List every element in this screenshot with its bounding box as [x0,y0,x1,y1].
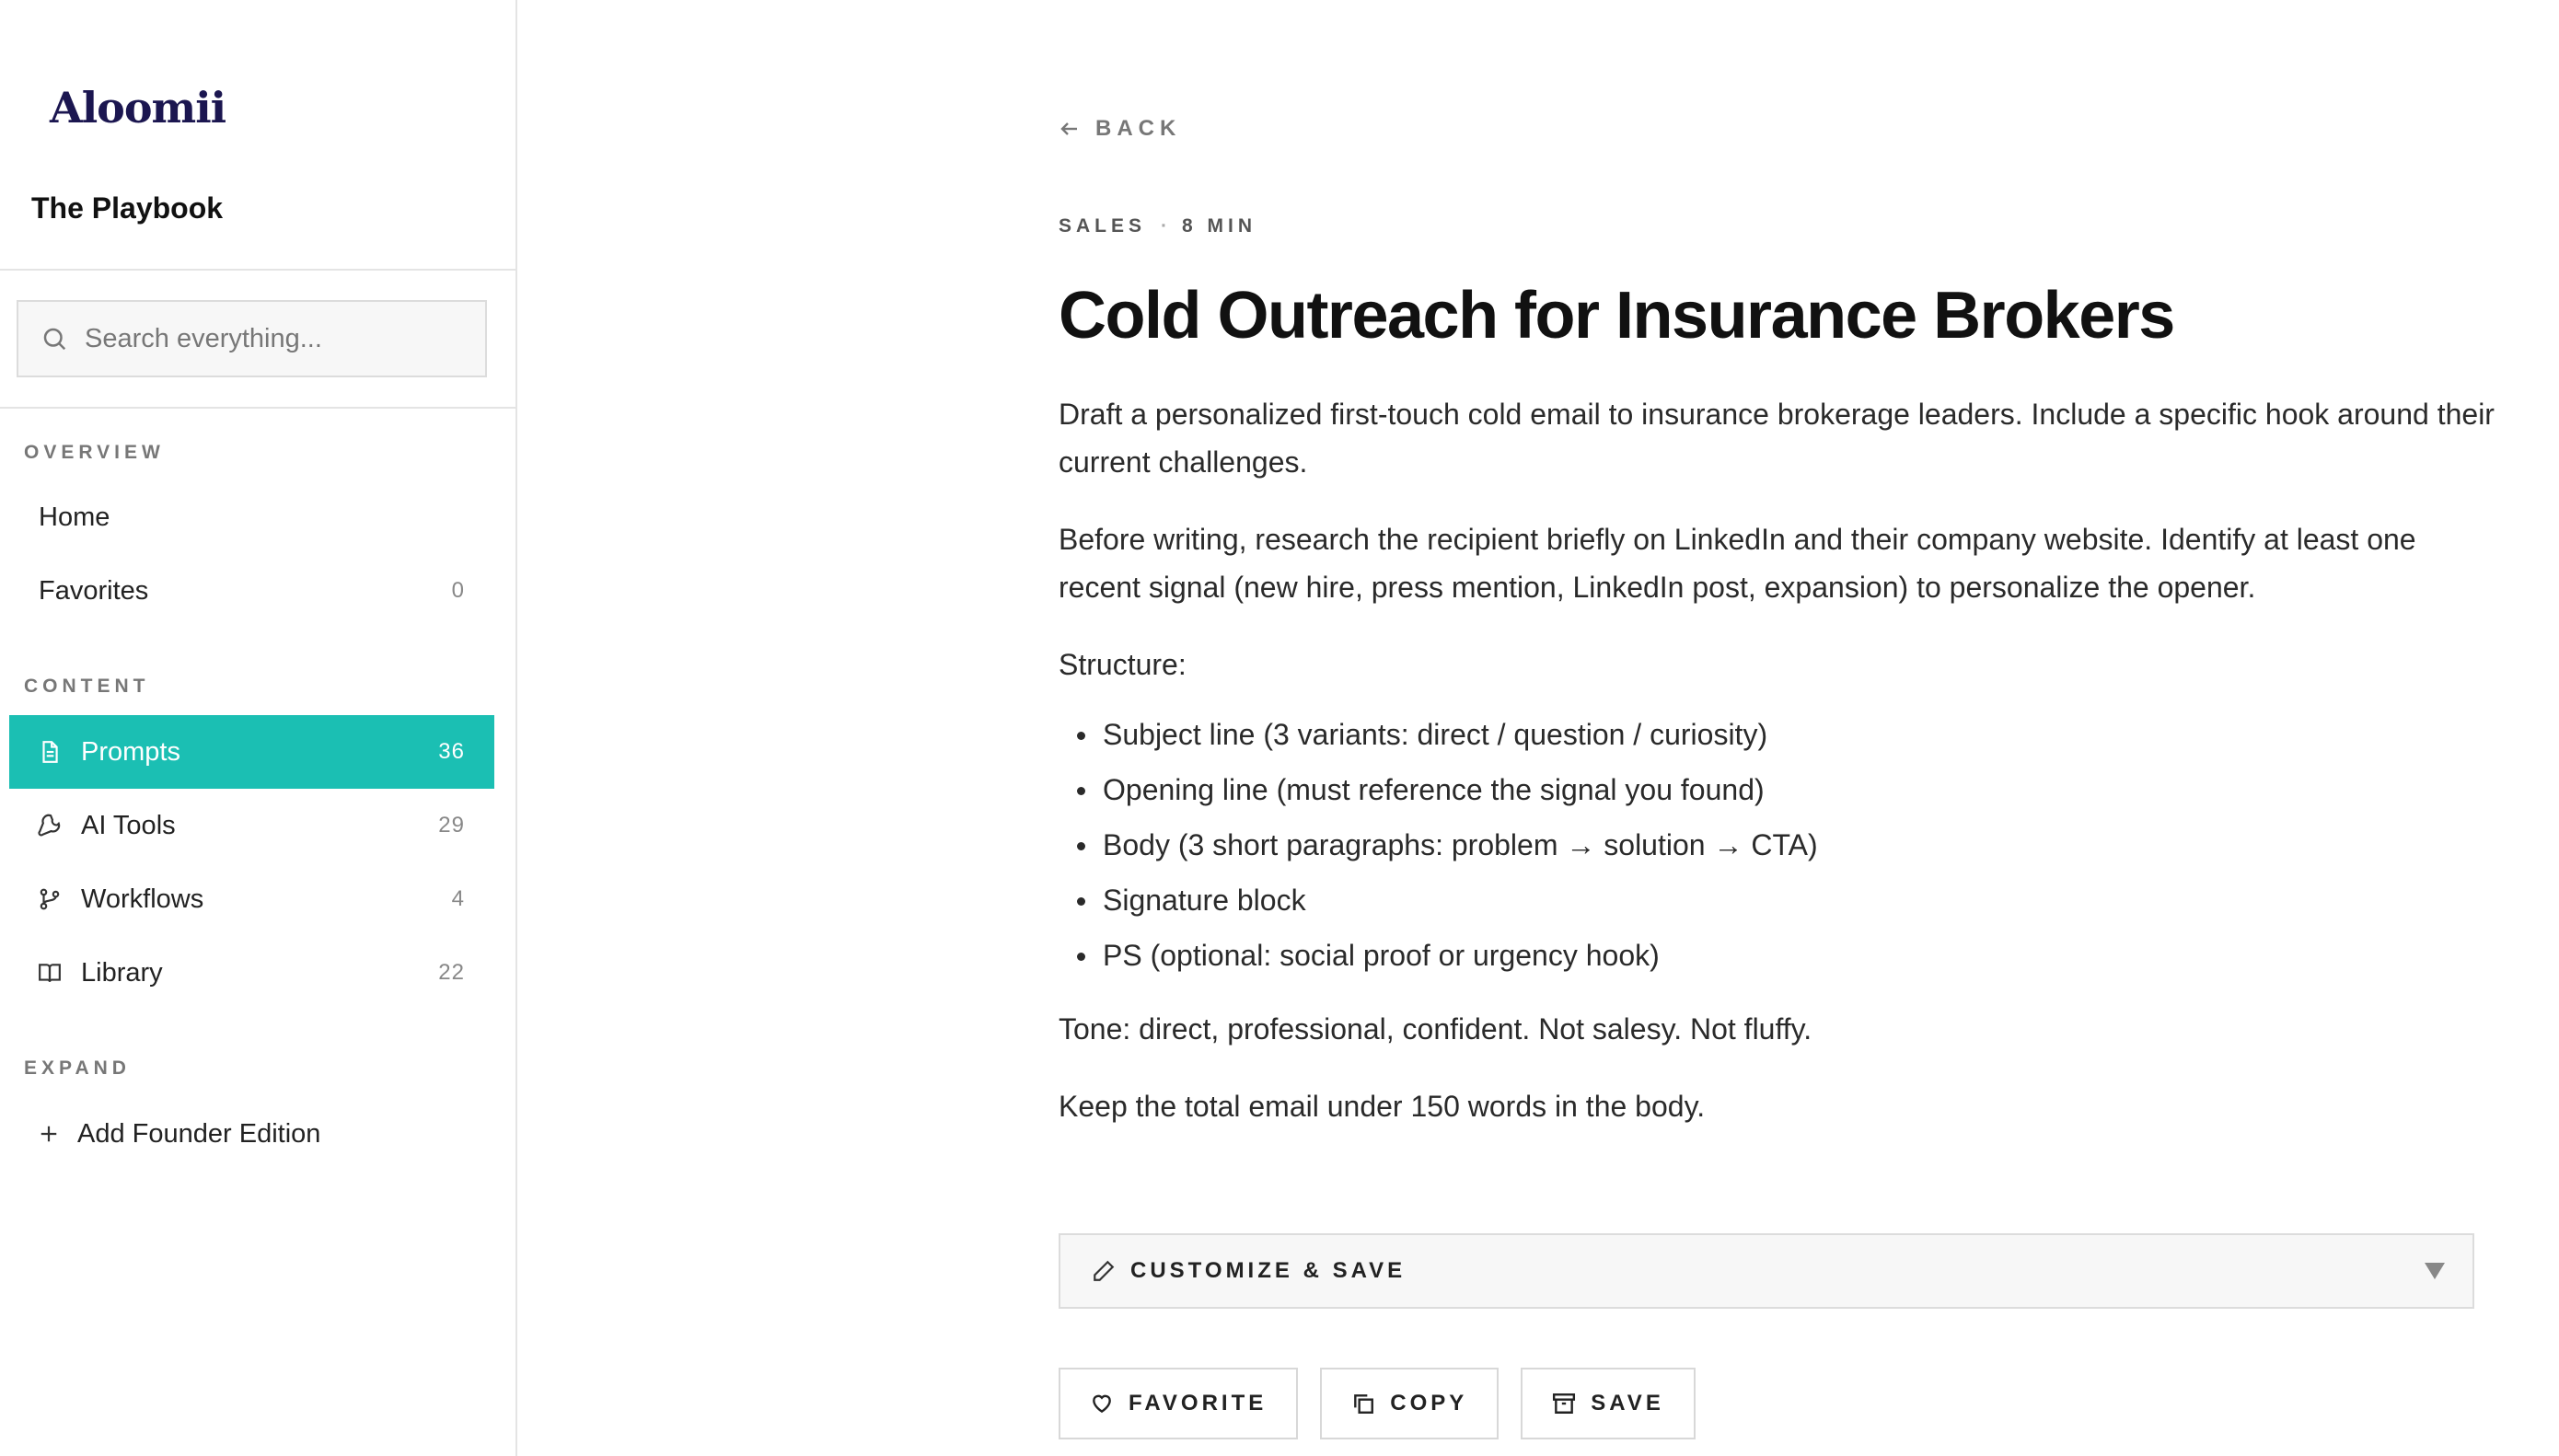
section-label-content: CONTENT [24,676,150,697]
sidebar-item-workflows[interactable] [9,862,494,936]
favorite-label: FAVORITE [1129,1391,1268,1416]
structure-list [1059,707,2495,983]
paragraph: Structure: [1059,648,1187,681]
paragraph: Before writing, research the recipient briefly on LinkedIn and their company website. Identify at least one recent signal (new hire, press mention, LinkedIn post, expansion) to personalize the opener. [1059,523,2416,604]
heart-icon [1090,1392,1114,1416]
sidebar-item-count: 29 [438,813,465,838]
list-item: PS (optional: social proof or urgency hook) [1059,928,2495,983]
copy-icon [1351,1392,1375,1416]
sidebar-item-label: Library [81,957,163,988]
sidebar [0,0,517,1456]
search-input[interactable] [85,324,471,354]
app-title: The Playbook [31,191,224,225]
sidebar-item-count: 36 [438,739,465,764]
wrench-icon [37,813,63,838]
section-label-expand: EXPAND [24,1057,131,1079]
logo[interactable] [50,83,226,133]
sidebar-item-label: AI Tools [81,810,176,840]
list-item: Signature block [1059,872,2495,928]
customize-save-toggle[interactable] [1059,1233,2474,1309]
sidebar-divider [0,269,515,271]
sidebar-item-library[interactable] [9,936,494,1010]
copy-button[interactable] [1320,1368,1499,1439]
caret-down-icon [2425,1263,2445,1279]
favorite-button[interactable] [1059,1368,1298,1439]
sidebar-item-count: 4 [451,886,465,911]
sidebar-item-label: Add Founder Edition [77,1118,321,1149]
paragraph: Draft a personalized first-touch cold email to insurance brokerage leaders. Include a specific hook around their current challenges. [1059,398,2495,479]
sidebar-item-ai-tools[interactable] [9,789,494,862]
paragraph: Tone: direct, professional, confident. Not salesy. Not fluffy. [1059,1012,1812,1046]
arrow-left-icon [1059,118,1081,140]
sidebar-item-home[interactable] [9,480,494,554]
book-icon [37,960,63,986]
sidebar-item-favorites[interactable] [9,554,494,628]
archive-icon [1552,1392,1576,1416]
read-time: 8 MIN [1182,215,1257,237]
back-link[interactable] [1059,116,1181,142]
customize-label: CUSTOMIZE & SAVE [1130,1258,1407,1283]
search-box[interactable] [17,300,487,377]
plus-icon [39,1121,59,1147]
sidebar-divider [0,407,515,409]
search-icon [41,325,68,352]
sidebar-item-count: 22 [438,960,465,985]
sidebar-item-label: Home [39,502,110,532]
section-label-overview: OVERVIEW [24,442,165,463]
paragraph: Keep the total email under 150 words in the body. [1059,1090,1706,1123]
branch-icon [37,886,63,912]
article-meta [1059,215,1256,237]
meta-separator: · [1161,215,1168,237]
save-button[interactable] [1521,1368,1696,1439]
pencil-icon [1092,1259,1116,1283]
list-item: Opening line (must reference the signal you found) [1059,762,2495,817]
document-icon [37,739,63,765]
logo-text: Aloomii [50,83,226,133]
back-label: BACK [1095,116,1182,141]
sidebar-item-label: Workflows [81,884,204,914]
list-item: Body (3 short paragraphs: problem → solution → CTA) [1059,817,2495,872]
prompt-body [1059,390,2495,1160]
main-content [1059,0,2495,1456]
sidebar-item-prompts[interactable] [9,715,494,789]
page-title: Cold Outreach for Insurance Brokers [1059,279,2174,352]
save-label: SAVE [1591,1391,1664,1416]
sidebar-item-label: Prompts [81,736,180,767]
list-item: Subject line (3 variants: direct / question / curiosity) [1059,707,2495,762]
category-tag: SALES [1059,215,1147,237]
sidebar-item-add-founder-edition[interactable] [9,1097,494,1171]
sidebar-item-label: Favorites [39,575,149,606]
action-bar [1059,1368,1718,1439]
copy-label: COPY [1390,1391,1468,1416]
sidebar-item-count: 0 [451,578,465,603]
